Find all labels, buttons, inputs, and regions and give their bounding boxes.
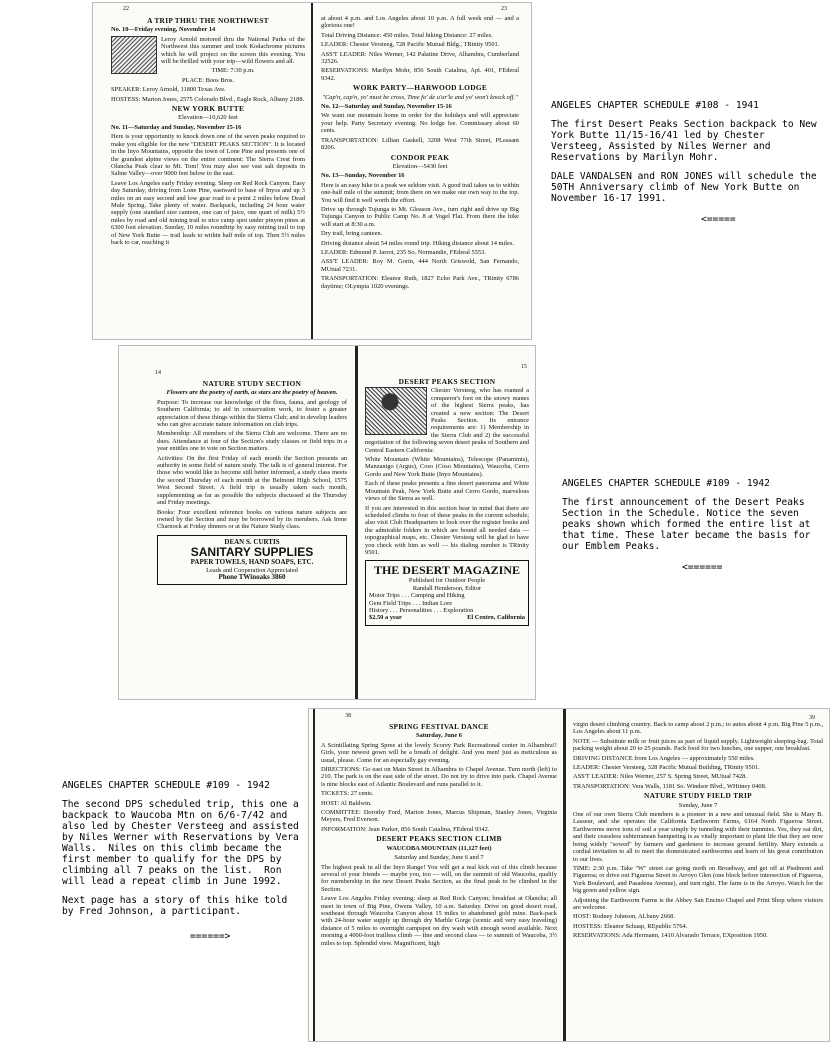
nyb-elevation: Elevation—10,620 feet	[178, 114, 238, 122]
event-no10-time: TIME: 7:30 p.m.	[211, 67, 255, 75]
ad-leads: Leads and Cooperation Appreciated	[206, 566, 298, 574]
work-party-quote: "Cap'n, cap'n, yo' must be cross, Time fo' de u'ar'le and yo' won't knock off."	[322, 93, 518, 101]
binding-line-3	[563, 709, 566, 1042]
nature-activities: Activities: On the first Friday of each month the Section presents an authority in some field of nature study. The talk is of general interest. For those who would like to become still better informed, a study class meets the second Thursday of each month at the Belmont High School, 1575 West Second Street. A field trip is usually taken each month, supplementing as far as possible the subjects discussed at the Thursday and Friday meetings.	[157, 454, 347, 507]
dps-p3: Each of these peaks presents a fine desert panorama and White Mountain Peak, New York Butte and Cerro Gordo, marvelous views of the Sierra as well.	[365, 480, 529, 503]
annotation-schedule-109-b	[62, 780, 305, 950]
ad-dm-l1: Motor Trips . . . Camping and Hiking	[369, 592, 465, 600]
nsft-adjoining: Adjoining the Earthworm Farms is the Abbey San Encino Chapel and Print Shop where visitors are welcome.	[573, 896, 823, 911]
heading-nature-field-trip: NATURE STUDY FIELD TRIP	[644, 791, 752, 801]
event-no11-date: No. 11—Saturday and Sunday, November 15-16	[111, 123, 242, 131]
desert-palm-illustration	[365, 387, 427, 435]
waucoba-driving: DRIVING DISTANCE from Los Angeles — approximately 550 miles.	[573, 754, 755, 762]
dps-p4: If you are interested in this section bear in mind that there are scheduled climbs to four of these peaks in the current schedule; also visit Club Headquarters to look over the register books and the admirable folders in which are bound all needed data — topographical maps, etc. Chester Versteeg will be glad to have you check with him as well — his dialing number is TRinity 9501.	[365, 504, 529, 556]
annotation-109b-p1: The second DPS scheduled trip, this one a backpack to Waucoba Mtn on 6/6-7/42 and also led by Chester Versteeg and assisted by Niles Werner with Reservations by Vera Walls. Niles on this climb became the first member to qualify for the DPS by climbing all 7 peaks on the list. Ron will lead a repeat climb in June 1992.	[62, 799, 305, 887]
ad-dm-place: El Centro, California	[467, 614, 525, 622]
binding-line	[311, 3, 313, 340]
event-no11-p2: Leave Los Angeles early Friday evening. Sleep on Red Rock Canyon. Easy day Saturday, driving from Lone Pine, eastward to base of Inyos and up 3 miles on an easy second and low gear road to a point 2 miles below Dead Mule Spring. Take plenty of water. Backpack, including 24 hour water supply (one standard size canteen, one can of juice, one quart of milk) 5½ miles by road and old mining trail to nice camp spot under pinyon pines at 6300 foot elevation. Sunday, 10 miles roundtrip by easy mining trail to top of New York Butte — trail leads to within half mile of top. Then 5½ miles back to car, reaching it	[111, 179, 305, 246]
dance-tickets: TICKETS: 27 cents.	[321, 790, 374, 798]
nature-motto: Flowers are the poetry of earth, as stars are the poetry of heaven.	[166, 389, 338, 397]
event-no12-transport: TRANSPORTATION: Lillian Gaskell, 3208 West 77th Street, PLeasant 8206.	[321, 136, 519, 152]
event-no13-date: No. 13—Sunday, November 16	[321, 172, 405, 180]
heading-spring-dance: SPRING FESTIVAL DANCE	[389, 722, 489, 731]
nsft-time: TIME: 2:30 p.m. Take "W" street car going north on Broadway, and get off at Piedmont and Figueroa; or drive out Figueroa Street to Arroyo Glen (one block before intersection of Figueroa, York Boulevard, and Pasadena Avenue), and turn right. The farm is in the Arroyo. Watch for the big green and yellow sign.	[573, 864, 823, 895]
dance-info: INFORMATION: Jean Parker, 856 South Catalina, FEderal 9342.	[321, 825, 490, 833]
climb-p2: Leave Los Angeles Friday evening; sleep at Red Rock Canyon; breakfast at Olancha; all meet in town of Big Pine, Owens Valley, 10 a.m. Saturday. Drive on good desert road, southeast through Waucoba Canyon about 15 miles to abandoned gold mine. Back-pack with 24-hour water supply up through dry Marble Gorge (scenic and very easy traveling) distance of 5 miles to overnight campspot on dry wash with enough wood available. Next morning a 4000-foot trailless climb — fine and second class — to summit of Waucoba, 3½ miles to top. Splendid view. Magnificent, high	[321, 895, 557, 947]
event-no10-hostess: HOSTESS: Marion Jones, 2575 Colorado Blvd., Eagle Rock, Albany 2188.	[111, 95, 305, 103]
nyb-reservations: RESERVATIONS: Marilyn Mohr, 856 South Catalina, Apt. 401, FEderal 9342.	[321, 67, 519, 82]
event-no12-body: We want our mountain home in order for the holidays and will appreciate your help. Party Secretary evening. No lodge fee. Commissary about 60 cents.	[321, 112, 519, 135]
nyb-total: Total Driving Distance: 450 miles. Total hiking Distance: 27 miles.	[321, 31, 493, 39]
ad-sanitary-title: SANITARY SUPPLIES	[190, 545, 314, 560]
nsft-reservations: RESERVATIONS: Ada Hermann, 1410 Alvarado Terrace, EXposition 1950.	[573, 932, 768, 940]
nyb-continued: at about 4 p.m. and Los Angeles about 10 p.m. A full week end — and a glorious one!	[321, 15, 519, 30]
dance-host: HOST: Al Baldwin.	[321, 799, 372, 807]
ad-dm-l3: History . . . Personalities . . . Exploration	[369, 606, 474, 614]
climb-sub: WAUCOBA MOUNTAIN (11,127 feet)	[386, 844, 492, 852]
heading-work-party: WORK PARTY—HARWOOD LODGE	[352, 83, 488, 93]
ad-dm-l2: Gem Field Trips . . . Indian Lore	[369, 599, 453, 607]
annotation-109a-arrow: <======	[682, 562, 723, 573]
nsft-p1: One of our own Sierra Club members is a pioneer in a new and unusual field. She is Mary B. Lasseur, and she operates the California Earthworm Farms, 6164 North Figueroa Street. Earthworms move tons of soil a year simply by tunneling with their tummies. Yes, they eat dirt, and their ceaseless subterranean banqueting is as vitally important to plant life that they are now being widely "sowed" by farmers and gardeners to increase ground fertility. Mary extends a cordial invitation to all to meet the domesticated earthworms and learn of his great contribution to our lives.	[573, 811, 823, 863]
ad-desert-magazine	[365, 560, 529, 625]
page-number-38: 38	[345, 713, 351, 719]
annotation-schedule-108	[551, 100, 821, 233]
nsft-hostess: HOSTESS: Eleanor Schaap, REpublic 5764.	[573, 922, 688, 930]
photo-illustration	[111, 36, 157, 74]
climb-date: Saturday and Sunday, June 6 and 7	[394, 854, 484, 862]
event-no10-body: Leroy Arnold motored thru the National Parks of the Northwest this summer and took Kodachrome pictures which he will project on the screen this evening. You will be thrilled with your trip—wild flowers and all.	[161, 35, 305, 66]
dance-committee: COMMITTEE: Dorothy Ford, Marion Jones, Marcus Shipman, Stanley Jones, Virginia Meyers, Fred Everson.	[321, 809, 557, 824]
column-right-15	[365, 376, 529, 696]
ad-dean-curtis: DEAN S. CURTIS	[224, 537, 280, 546]
ad-desert-magazine-title: THE DESERT MAGAZINE	[373, 563, 521, 578]
event-no13-p3: Dry trail, bring canteen.	[321, 230, 383, 238]
column-left-22	[111, 15, 305, 337]
event-no13-p2: Drive up through Tujunga to Mt. Gleason Ave., turn right and drive up Big Tujunga Canyon to Public Camp No. 8 at Vogel Flat. From there the hike will start at 8:30 a.m.	[321, 205, 519, 228]
page-number-23: 23	[501, 6, 507, 12]
column-right-39	[573, 721, 823, 1039]
event-no12-date: No. 12—Saturday and Sunday, November 15-16	[321, 103, 452, 111]
column-left-14	[157, 378, 347, 696]
climb-p1: The highest peak in all the Inyo Range! You will get a real kick out of this climb because several of your friends — maybe you, too — will, on the summit of old Waucoba, qualify for membership in the new Desert Peaks Section, as the final peak to be climbed in the Section.	[321, 863, 557, 893]
annotation-108-p2: DALE VANDALSEN and RON JONES will schedule the 50TH Anniversary climb of New York Butte on November 16-17 1991.	[551, 171, 823, 204]
ad-sanitary-supplies	[157, 535, 347, 586]
event-no13-asst: ASS'T LEADER: Roy M. Gorin, 444 North Griswold, San Fernando, MUtual 7231.	[321, 258, 519, 273]
page-number-14: 14	[155, 370, 161, 376]
column-left-38	[321, 721, 557, 1039]
ad-dm-price: $2.50 a year	[369, 614, 402, 622]
event-no10-speaker: SPEAKER: Leroy Arnold, 11800 Texas Ave.	[111, 86, 226, 94]
event-no13-p4: Driving distance about 54 miles round trip. Hiking distance about 14 miles.	[321, 239, 514, 247]
annotation-109a-heading: ANGELES CHAPTER SCHEDULE #109 - 1942	[562, 478, 770, 489]
left-edge-line	[313, 709, 315, 1042]
heading-new-york-butte: NEW YORK BUTTE	[171, 104, 245, 114]
nsft-date: Sunday, June 7	[678, 801, 718, 809]
annotation-109b-heading: ANGELES CHAPTER SCHEDULE #109 - 1942	[62, 780, 270, 791]
nyb-leader: LEADER: Chester Versteeg, 728 Pacific Mutual Bldg., TRinity 9501.	[321, 41, 500, 49]
heading-desert-peaks: DESERT PEAKS SECTION	[398, 377, 496, 386]
page-number-15: 15	[521, 364, 527, 370]
event-no13-leader: LEADER: Edmund P. Jarrot, 235 So. Normandie, FEderal 5553.	[321, 248, 486, 256]
dance-p1: A Scintillating Spring Spree at the lovely Scorey Park Recreational center in Alhambra!! Girls, your newest gown will be a breath of delight. And you men! just as meticulous as usual, please. Come for an especially gay evening.	[321, 741, 557, 764]
annotation-108-arrow: <=====	[701, 214, 736, 225]
dps-p2: White Mountain (White Mountains), Telescope (Panamints), Manzanigo (Argus), Coso (Coso Mountains), Waucoba, Cerro Gordo and New York Butte (Inyo Mountains).	[365, 456, 529, 478]
dance-date: Saturday, June 6	[416, 732, 462, 740]
ad-phone: Phone TWinoaks 3860	[218, 572, 286, 581]
column-right-23	[321, 15, 519, 337]
nsft-host: HOST: Rodney Johnson, ALbany 2668.	[573, 913, 675, 921]
condor-elevation: Elevation—5430 feet	[392, 162, 448, 170]
heading-dps-climb: DESERT PEAKS SECTION CLIMB	[376, 834, 502, 844]
event-no11-p1: Here is your opportunity to knock down one of the seven peaks required to make you eligible for the new "DESERT PEAKS SECTION". It is located in the Inyo Mountains, opposite the town of Lone Pine and presents one of the grandest alpine views on the entire continent: The Sierra Crest from Olancha Peak clear to Mt. Tom! You may also see vast salt deposits in Saline Valley—over 9000 feet below to the east.	[111, 133, 305, 178]
scan-page-22-23	[92, 2, 532, 340]
nature-membership: Membership: All members of the Sierra Club are welcome. There are no dues. Attendance at four of the Section's study classes or field trips in a year entitles one to vote on Section matters.	[157, 430, 347, 453]
annotation-109b-p2: Next page has a story of this hike told by Fred Johnson, a participant.	[62, 895, 294, 917]
event-no13-p1: Here is an easy hike to a peak we seldom visit. A good trail takes us to within one-half mile of the summit; from there on we make our own way to the top. You will find it well worth the effort.	[321, 181, 519, 204]
ad-paper-towels: PAPER TOWELS, HAND SOAPS, ETC.	[190, 558, 314, 567]
dance-directions: DIRECTIONS: Go east on Main Street in Alhambra to Chapel Avenue. Turn north (left) to 210. The park is on the east side of the street. Do not try to drive into park. Chapel Avenue is nine blocks east of Atlantic Boulevard and runs parallel to it.	[321, 766, 557, 788]
binding-line-2	[355, 346, 358, 700]
heading-condor-peak: CONDOR PEAK	[390, 152, 450, 162]
scan-page-14-15	[118, 345, 536, 700]
heading-trip-thru-northwest: A TRIP THRU THE NORTHWEST	[147, 16, 269, 25]
waucoba-note: NOTE — Substitute milk or fruit juices as part of liquid supply. Lightweight sleeping-bag. Total packing weight about 20 to 25 pounds. Pack food for two lunches, one supper, one breakfast.	[573, 737, 823, 753]
waucoba-transport: TRANSPORTATION: Vera Walls, 1181 So. Windsor Blvd., WHitney 0408.	[573, 782, 767, 790]
ad-dm-sub1: Published for Outdoor People	[408, 577, 486, 585]
nyb-asst-leader: ASS'T LEADER: Niles Werner, 142 Palatine Drive, Alhambra, Cumberland 32526.	[321, 50, 519, 66]
annotation-109a-p1: The first announcement of the Desert Peaks Section in the Schedule. Notice the seven peaks shown which formed the entire list at that time. These later became the basis for our Emblem Peaks.	[562, 497, 817, 552]
annotation-108-heading: ANGELES CHAPTER SCHEDULE #108 - 1941	[551, 100, 759, 111]
event-no10-date: No. 10—Friday evening, November 14	[111, 26, 216, 34]
dps-p1: Chester Versteeg, who has roamed a conqueror's foot on the snowy manes of the highest Sierra peaks, has created a new section: The Desert Peaks Section. Its entrance requirements are: 1) Membership in the Sierra Club and 2) the successful negotiation of the following seven desert peaks of Southern and Central Eastern California:	[365, 387, 529, 454]
nature-books: Books: Four excellent reference books on various nature subjects are owned by the Section and may be borrowed by its members. Ask Irene Charnock at Friday dinners or at the Nature Study class.	[157, 508, 347, 531]
waucoba-leader: LEADER: Chester Versteeg, 328 Pacific Mutual Building, TRinity 9501.	[573, 764, 760, 772]
waucoba-asst: ASS'T LEADER: Niles Werner, 257 S. Spring Street, MUtual 7428.	[573, 773, 747, 781]
scan-page-38-39	[308, 708, 830, 1042]
page-number-39: 39	[809, 715, 815, 721]
page-number-22: 22	[123, 6, 129, 12]
event-no10-place: PLACE: Boos Bros.	[181, 76, 235, 84]
event-no13-transport: TRANSPORTATION: Eleanor Ruth, 1827 Echo Park Ave., TRinity 6786 daytime; OLympia 1020 evenings.	[321, 275, 519, 290]
nature-purpose: Purpose: To increase our knowledge of the flora, fauna, and geology of Southern California; to aid in conservation work, to foster a greater appreciation of these things within the Sierra Club; and to develop leaders who can give accurate nature information on club trips.	[157, 398, 347, 429]
heading-nature-study: NATURE STUDY SECTION	[202, 379, 302, 388]
annotation-schedule-109-a	[562, 478, 824, 581]
ad-dm-sub2: Randall Henderson, Editor	[412, 584, 482, 592]
annotation-109b-arrow: ======>	[190, 931, 231, 942]
annotation-108-p1: The first Desert Peaks Section backpack to New York Butte 11/15-16/41 led by Chester Versteeg, Assisted by Niles Werner and Reservations by Marilyn Mohr.	[551, 119, 823, 163]
waucoba-continued: virgin desert climbing country. Back to camp about 2 p.m.; to autos about 4 p.m. Big Pine 5 p.m., Los Angeles about 11 p.m.	[573, 721, 823, 736]
